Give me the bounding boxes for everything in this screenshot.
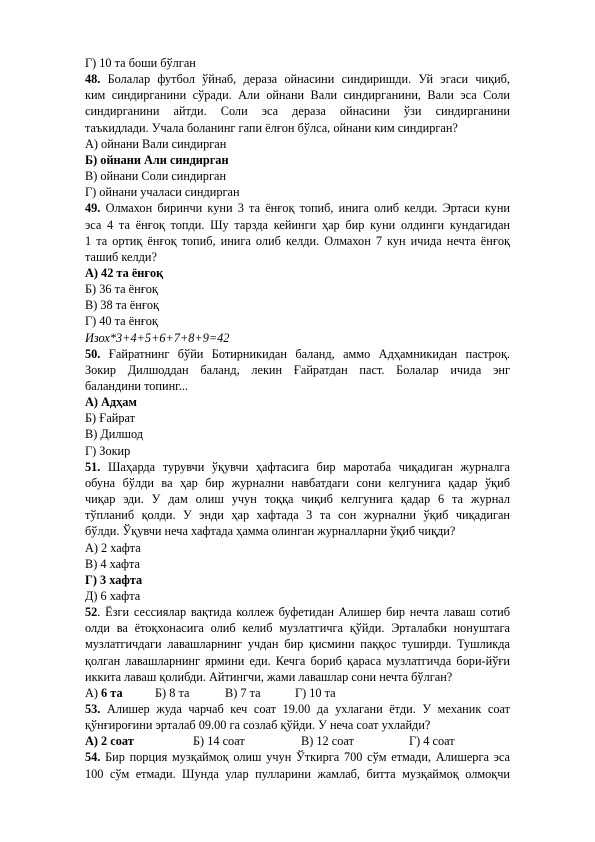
q52-option-v: В) 7 та	[225, 685, 261, 700]
q51-line-4: тўпланиб қолди. У энди ҳар хафтада 3 та сон журнални ўқиб чиқадиган	[85, 508, 510, 523]
q53-number: 53.	[85, 702, 101, 716]
q52-options	[85, 685, 510, 701]
q48-option-g: Г) ойнани учаласи синдирган	[85, 185, 240, 200]
q51-line-3: чиқар эди. У дам олиш учун тоққа чиқиб келгунига қадар 6 та журнал	[85, 492, 510, 507]
q53-line-1: 53. Алишер жуда чарчаб кеч соат 19.00 да ухлагани ётди. У механик соат	[85, 702, 510, 716]
q49-line-4: ташиб келди?	[85, 249, 157, 264]
document-page	[85, 55, 510, 782]
q53-option-g: Г) 4 соат	[409, 734, 455, 749]
q51-number: 51.	[85, 459, 101, 474]
q51-option-g: Г) 3 хафта	[85, 572, 143, 587]
q49-line-3: 1 та ортиқ ёнғоқ топиб, инига олиб келди. Олмахон 7 кун ичида нечта ёнғоқ	[85, 233, 510, 248]
q51-line-1: 51. Шаҳарда турувчи ўқувчи ҳафтасига бир маротаба чиқадиган журналга	[85, 459, 510, 474]
q54-number: 54.	[85, 750, 101, 765]
q50-line-2: Зокир Дилшоддан баланд, лекин Ғайратдан паст. Болалар ичида энг	[85, 362, 510, 377]
q52-option-g: Г) 10 та	[295, 685, 336, 700]
q50-line-3: баландини топинг...	[85, 379, 189, 393]
q53-line-2: қўнғироғини эрталаб 09.00 га созлаб қўйди. У неча соат ухлайди?	[85, 718, 431, 733]
q48-line-4: таъкидлади. Учала боланинг гапи ёлғон бўлса, ойнани ким синдирган?	[85, 120, 458, 135]
q48-number: 48.	[85, 72, 101, 87]
q51-option-a: А) 2 хафта	[85, 540, 141, 555]
q52-number: 52	[85, 605, 98, 620]
q51-option-v: В) 4 хафта	[85, 556, 140, 571]
q50-option-g: Г) Зокир	[85, 443, 131, 458]
q53-options	[85, 733, 510, 749]
q54-line-1: 54. Бир порция музқаймоқ олиш учун Ўткирга 700 сўм етмади, Алишерга эса	[85, 750, 510, 765]
q51-line-2: обуна бўлди ва ҳар бир журнални навбатдаги сони келгунига қадар ўқиб	[85, 475, 510, 490]
q52-line-4: қолган лавашларнинг ярмини еди. Кечга бориб қараса музлатгичда бори-йўғи	[85, 653, 510, 668]
q53-option-v: В) 12 соат	[301, 734, 354, 749]
q49-option-v: В) 38 та ёнғоқ	[85, 298, 160, 313]
q49-number: 49.	[85, 201, 101, 216]
q49-option-a: А) 42 та ёнғоқ	[85, 265, 164, 280]
q52-option-a: А) 6 та	[85, 685, 123, 700]
q54-line-2: 100 сўм етмади. Шунда улар пулларини жамлаб, битта музқаймоқ олмоқчи	[85, 766, 510, 781]
q50-line-1: 50. Ғайратнинг бўйи Ботирникидан баланд, аммо Адҳамникидан пастроқ.	[85, 346, 510, 361]
q51-line-5: бўлди. Ўқувчи неча хафтада ҳамма олинган журналларни ўқиб чиқди?	[85, 524, 456, 539]
q48-line-2: ким синдирганини сўради. Али ойнани Вали синдирганини, Вали эса Соли	[85, 88, 510, 103]
q47-option-g: Г) 10 та боши бўлган	[85, 56, 196, 70]
q49-line-2: эса 4 та ёнғоқ топди. Шу тарзда кейинги ҳар бир куни олдинги кундагидан	[85, 217, 510, 232]
q52-line-1: 52. Ёзги сессиялар вақтида коллеж буфетидан Алишер бир нечта лаваш сотиб	[85, 605, 510, 620]
q52-option-b: Б) 8 та	[155, 685, 190, 700]
q52-line-3: музлатгичдаги лавашларнинг учдан бир қисмини паққос туширди. Тушликда	[85, 637, 510, 652]
q49-note: Изох*3+4+5+6+7+8+9=42	[85, 330, 230, 345]
q52-line-2: олди ва ётоқхонасига олиб келиб музлатгичга қўйди. Эрталабки нонуштага	[85, 621, 510, 636]
q53-option-b: Б) 14 соат	[193, 734, 245, 749]
q49-option-g: Г) 40 та ёнғоқ	[85, 314, 158, 329]
q48-line-3: синдирганини айтди. Соли эса дераза ойнасини ўзи синдирганини	[85, 104, 510, 119]
q52-line-5: иккита лаваш қолибди. Айтингчи, жами лавашлар сони нечта бўлган?	[85, 669, 453, 684]
q48-option-a: А) ойнани Вали синдирган	[85, 136, 227, 151]
q50-option-a: А) Адҳам	[85, 395, 137, 410]
q50-number: 50.	[85, 346, 101, 361]
q53-option-a: А) 2 соат	[85, 734, 134, 749]
q48-option-v: В) ойнани Соли синдирган	[85, 169, 227, 184]
q49-line-1: 49. Олмахон биринчи куни 3 та ёнғоқ топиб, инига олиб келди. Эртаси куни	[85, 201, 510, 216]
q51-option-d: Д) 6 хафта	[85, 588, 141, 603]
q48-line-1: 48. Болалар футбол ўйнаб, дераза ойнасини синдиришди. Уй эгаси чиқиб,	[85, 72, 510, 87]
q49-option-b: Б) 36 та ёнғоқ	[85, 282, 158, 297]
q50-option-b: Б) Ғайрат	[85, 411, 136, 426]
q50-option-v: В) Дилшод	[85, 427, 143, 442]
q48-option-b: Б) ойнани Али синдирган	[85, 152, 229, 167]
